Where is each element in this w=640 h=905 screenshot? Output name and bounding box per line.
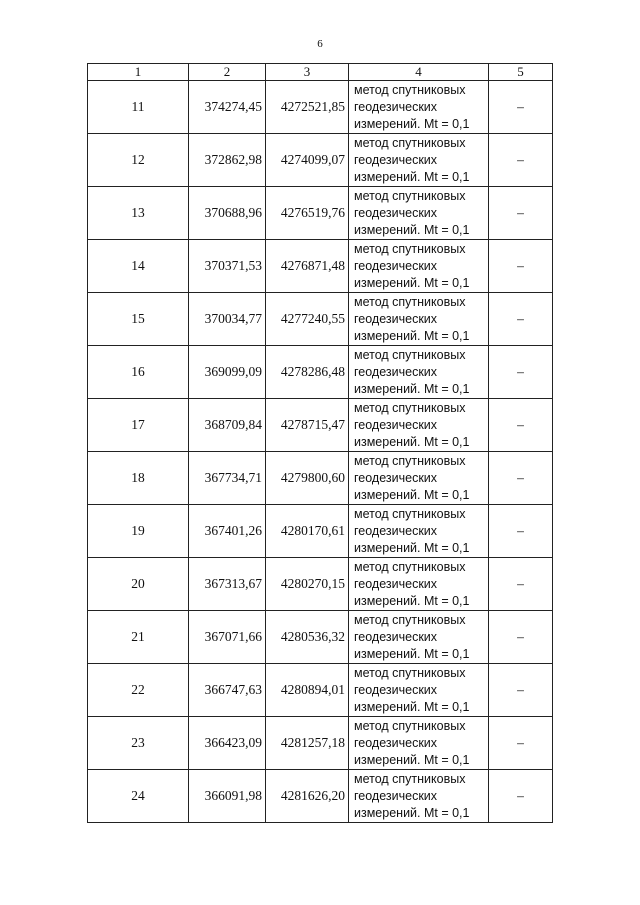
note-cell: –	[489, 558, 553, 611]
coordinate-x-cell: 368709,84	[189, 399, 266, 452]
method-text-line: геодезических	[354, 311, 438, 326]
point-number-cell: 17	[88, 399, 189, 452]
method-text-line: геодезических	[354, 576, 438, 591]
coordinate-y-cell: 4281257,18	[266, 717, 349, 770]
table-row	[88, 346, 553, 399]
page-number: 6	[317, 38, 323, 50]
method-text-line: метод спутниковых	[354, 453, 466, 468]
coordinate-y-cell: 4280270,15	[266, 558, 349, 611]
method-text-line: метод спутниковых	[354, 400, 466, 415]
method-cell	[349, 187, 489, 240]
note-cell: –	[489, 134, 553, 187]
point-number-cell: 20	[88, 558, 189, 611]
table-row	[88, 240, 553, 293]
method-text-line: геодезических	[354, 470, 438, 485]
method-cell	[349, 717, 489, 770]
coordinate-x-cell: 367071,66	[189, 611, 266, 664]
note-cell: –	[489, 240, 553, 293]
coordinate-x-cell: 367313,67	[189, 558, 266, 611]
method-text-line: метод спутниковых	[354, 718, 466, 733]
method-text-line: метод спутниковых	[354, 506, 466, 521]
method-text-line: метод спутниковых	[354, 82, 466, 97]
method-text-line: измерений. Mt = 0,1	[354, 169, 470, 184]
method-text-line: метод спутниковых	[354, 612, 466, 627]
method-text-line: метод спутниковых	[354, 771, 466, 786]
method-text-line: геодезических	[354, 788, 438, 803]
method-text-line: метод спутниковых	[354, 559, 466, 574]
coordinate-x-cell: 366747,63	[189, 664, 266, 717]
coordinate-x-cell: 369099,09	[189, 346, 266, 399]
point-number-cell: 23	[88, 717, 189, 770]
method-text-line: метод спутниковых	[354, 135, 466, 150]
method-text-line: геодезических	[354, 735, 438, 750]
coordinate-y-cell: 4274099,07	[266, 134, 349, 187]
method-cell	[349, 346, 489, 399]
column-header: 2	[189, 64, 266, 81]
table-row	[88, 399, 553, 452]
coordinates-table	[87, 63, 553, 823]
point-number-cell: 16	[88, 346, 189, 399]
coordinate-x-cell: 367401,26	[189, 505, 266, 558]
coordinate-y-cell: 4276519,76	[266, 187, 349, 240]
coordinate-x-cell: 367734,71	[189, 452, 266, 505]
coordinate-y-cell: 4280536,32	[266, 611, 349, 664]
coordinate-y-cell: 4278715,47	[266, 399, 349, 452]
method-text-line: измерений. Mt = 0,1	[354, 116, 470, 131]
method-text-line: геодезических	[354, 682, 438, 697]
method-cell	[349, 240, 489, 293]
column-header: 3	[266, 64, 349, 81]
method-cell	[349, 399, 489, 452]
method-text-line: измерений. Mt = 0,1	[354, 381, 470, 396]
method-text-line: измерений. Mt = 0,1	[354, 487, 470, 502]
point-number-cell: 14	[88, 240, 189, 293]
table-row	[88, 187, 553, 240]
point-number-cell: 15	[88, 293, 189, 346]
note-cell: –	[489, 399, 553, 452]
method-cell	[349, 452, 489, 505]
method-text-line: метод спутниковых	[354, 294, 466, 309]
method-cell	[349, 770, 489, 823]
method-cell	[349, 293, 489, 346]
coordinate-x-cell: 370688,96	[189, 187, 266, 240]
method-text-line: измерений. Mt = 0,1	[354, 805, 470, 820]
coordinate-x-cell: 372862,98	[189, 134, 266, 187]
table-row	[88, 664, 553, 717]
method-text-line: геодезических	[354, 629, 438, 644]
note-cell: –	[489, 346, 553, 399]
method-text-line: геодезических	[354, 258, 438, 273]
method-text-line: измерений. Mt = 0,1	[354, 593, 470, 608]
table-header-row	[88, 64, 553, 81]
method-text-line: метод спутниковых	[354, 665, 466, 680]
coordinate-y-cell: 4280894,01	[266, 664, 349, 717]
table-body	[88, 81, 553, 823]
method-cell	[349, 134, 489, 187]
method-text-line: измерений. Mt = 0,1	[354, 752, 470, 767]
method-text-line: геодезических	[354, 364, 438, 379]
note-cell: –	[489, 187, 553, 240]
coordinate-x-cell: 370034,77	[189, 293, 266, 346]
point-number-cell: 18	[88, 452, 189, 505]
table-row	[88, 611, 553, 664]
point-number-cell: 13	[88, 187, 189, 240]
table-row	[88, 770, 553, 823]
method-text-line: измерений. Mt = 0,1	[354, 275, 470, 290]
coordinate-x-cell: 366423,09	[189, 717, 266, 770]
method-text-line: геодезических	[354, 205, 438, 220]
method-text-line: геодезических	[354, 152, 438, 167]
method-text-line: измерений. Mt = 0,1	[354, 699, 470, 714]
note-cell: –	[489, 611, 553, 664]
point-number-cell: 24	[88, 770, 189, 823]
note-cell: –	[489, 293, 553, 346]
method-text-line: измерений. Mt = 0,1	[354, 222, 470, 237]
coordinate-y-cell: 4278286,48	[266, 346, 349, 399]
point-number-cell: 22	[88, 664, 189, 717]
column-header: 1	[88, 64, 189, 81]
table-row	[88, 558, 553, 611]
method-cell	[349, 558, 489, 611]
note-cell: –	[489, 81, 553, 134]
column-header: 5	[489, 64, 553, 81]
method-text-line: геодезических	[354, 99, 438, 114]
method-text-line: метод спутниковых	[354, 347, 466, 362]
method-text-line: геодезических	[354, 417, 438, 432]
table-row	[88, 452, 553, 505]
coordinate-y-cell: 4277240,55	[266, 293, 349, 346]
method-cell	[349, 611, 489, 664]
note-cell: –	[489, 452, 553, 505]
table-row	[88, 293, 553, 346]
method-cell	[349, 81, 489, 134]
note-cell: –	[489, 505, 553, 558]
method-cell	[349, 664, 489, 717]
method-text-line: измерений. Mt = 0,1	[354, 328, 470, 343]
note-cell: –	[489, 717, 553, 770]
coordinate-y-cell: 4279800,60	[266, 452, 349, 505]
column-header: 4	[349, 64, 489, 81]
table-row	[88, 505, 553, 558]
coordinate-y-cell: 4272521,85	[266, 81, 349, 134]
method-text-line: геодезических	[354, 523, 438, 538]
table-row	[88, 81, 553, 134]
table-row	[88, 134, 553, 187]
coordinate-y-cell: 4280170,61	[266, 505, 349, 558]
point-number-cell: 11	[88, 81, 189, 134]
note-cell: –	[489, 664, 553, 717]
method-text-line: измерений. Mt = 0,1	[354, 646, 470, 661]
note-cell: –	[489, 770, 553, 823]
coordinate-y-cell: 4276871,48	[266, 240, 349, 293]
point-number-cell: 19	[88, 505, 189, 558]
point-number-cell: 12	[88, 134, 189, 187]
method-text-line: метод спутниковых	[354, 241, 466, 256]
coordinate-x-cell: 366091,98	[189, 770, 266, 823]
method-cell	[349, 505, 489, 558]
coordinate-x-cell: 370371,53	[189, 240, 266, 293]
table-row	[88, 717, 553, 770]
coordinate-x-cell: 374274,45	[189, 81, 266, 134]
point-number-cell: 21	[88, 611, 189, 664]
coordinate-y-cell: 4281626,20	[266, 770, 349, 823]
method-text-line: метод спутниковых	[354, 188, 466, 203]
method-text-line: измерений. Mt = 0,1	[354, 540, 470, 555]
method-text-line: измерений. Mt = 0,1	[354, 434, 470, 449]
